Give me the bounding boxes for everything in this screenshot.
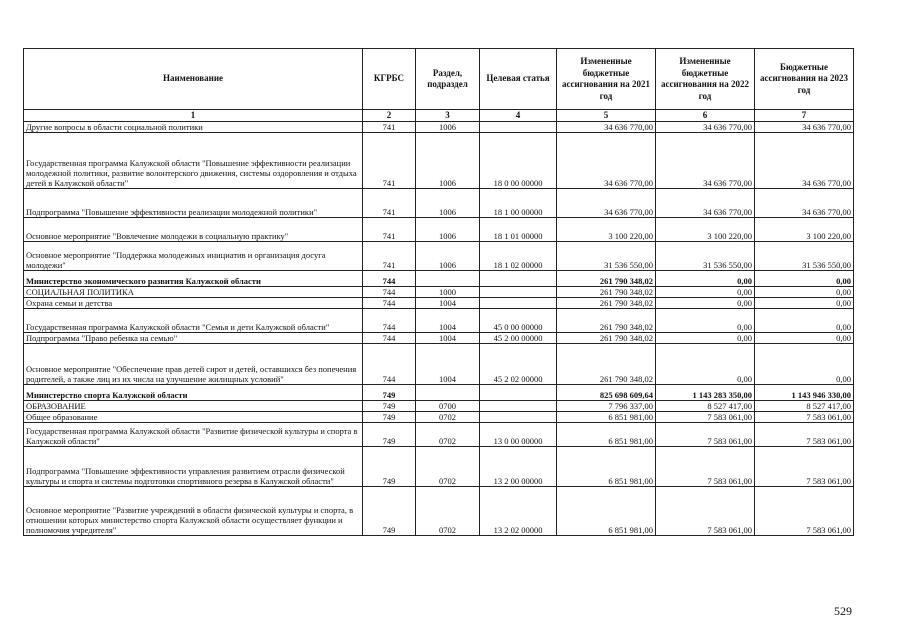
row-kgrbs: 741	[363, 218, 416, 242]
row-2022: 0,00	[656, 298, 755, 309]
row-2021: 261 790 348,02	[557, 298, 656, 309]
row-section	[416, 385, 480, 401]
row-2021: 6 851 981,00	[557, 487, 656, 536]
row-name: Основное мероприятие "Вовлечение молодежи в социальную практику"	[24, 218, 363, 242]
row-2023: 7 583 061,00	[755, 447, 854, 487]
row-target	[480, 385, 557, 401]
row-section: 1006	[416, 133, 480, 189]
header-row	[24, 49, 854, 110]
row-name: Основное мероприятие "Развитие учреждений в области физической культуры и спорта, в отношении которых министерство спорта Калужской области осуществляет функции и полномочия учредителя"	[24, 487, 363, 536]
column-number: 4	[480, 110, 557, 122]
row-2022: 0,00	[656, 309, 755, 333]
row-2022: 1 143 283 350,00	[656, 385, 755, 401]
row-2023: 7 583 061,00	[755, 412, 854, 423]
row-2023: 34 636 770,00	[755, 122, 854, 133]
row-target: 13 2 02 00000	[480, 487, 557, 536]
header-2021: Измененные бюджетные ассигнования на 2021 год	[557, 49, 656, 110]
table-row	[24, 447, 854, 487]
row-target	[480, 401, 557, 412]
table-row	[24, 412, 854, 423]
row-2023: 0,00	[755, 271, 854, 287]
column-number: 3	[416, 110, 480, 122]
row-2021: 31 536 550,00	[557, 242, 656, 271]
row-kgrbs: 749	[363, 487, 416, 536]
row-target	[480, 287, 557, 298]
row-2021: 261 790 348,02	[557, 309, 656, 333]
header-section: Раздел, подраздел	[416, 49, 480, 110]
row-2022: 0,00	[656, 344, 755, 385]
row-2021: 6 851 981,00	[557, 447, 656, 487]
column-number-row	[24, 110, 854, 122]
table-body	[24, 122, 854, 536]
row-2021: 261 790 348,02	[557, 333, 656, 344]
table-header	[24, 49, 854, 122]
row-2022: 0,00	[656, 271, 755, 287]
row-target: 18 1 00 00000	[480, 189, 557, 218]
row-section: 0700	[416, 401, 480, 412]
row-target: 45 2 00 00000	[480, 333, 557, 344]
row-2021: 6 851 981,00	[557, 423, 656, 447]
row-2021: 34 636 770,00	[557, 189, 656, 218]
row-kgrbs: 744	[363, 271, 416, 287]
row-2021: 6 851 981,00	[557, 412, 656, 423]
row-section: 0702	[416, 412, 480, 423]
row-2021: 3 100 220,00	[557, 218, 656, 242]
row-kgrbs: 749	[363, 412, 416, 423]
header-2022: Измененные бюджетные ассигнования на 2022 год	[656, 49, 755, 110]
table-row	[24, 298, 854, 309]
row-section: 1004	[416, 333, 480, 344]
budget-table	[23, 48, 854, 536]
row-name: Подпрограмма "Повышение эффективности управления развитием отрасли физической культуры и спорта и системы подготовки спортивного резерва в Калужской области"	[24, 447, 363, 487]
row-kgrbs: 744	[363, 287, 416, 298]
row-2022: 7 583 061,00	[656, 423, 755, 447]
row-target	[480, 122, 557, 133]
row-name: ОБРАЗОВАНИЕ	[24, 401, 363, 412]
row-kgrbs: 744	[363, 298, 416, 309]
row-kgrbs: 741	[363, 189, 416, 218]
row-section: 1006	[416, 122, 480, 133]
row-2022: 3 100 220,00	[656, 218, 755, 242]
table-row	[24, 271, 854, 287]
row-section: 1000	[416, 287, 480, 298]
table-row	[24, 385, 854, 401]
row-target	[480, 298, 557, 309]
table-row	[24, 218, 854, 242]
row-2023: 0,00	[755, 333, 854, 344]
row-kgrbs: 741	[363, 242, 416, 271]
table-row	[24, 344, 854, 385]
table-row	[24, 423, 854, 447]
row-name: Министерство спорта Калужской области	[24, 385, 363, 401]
table-row	[24, 333, 854, 344]
row-kgrbs: 744	[363, 333, 416, 344]
row-kgrbs: 744	[363, 309, 416, 333]
row-2023: 31 536 550,00	[755, 242, 854, 271]
row-kgrbs: 749	[363, 423, 416, 447]
row-2021: 7 796 337,00	[557, 401, 656, 412]
row-name: Министерство экономического развития Калужской области	[24, 271, 363, 287]
row-2022: 34 636 770,00	[656, 133, 755, 189]
row-2023: 0,00	[755, 344, 854, 385]
row-2022: 31 536 550,00	[656, 242, 755, 271]
row-section: 0702	[416, 447, 480, 487]
row-2022: 7 583 061,00	[656, 447, 755, 487]
table-row	[24, 487, 854, 536]
row-2022: 34 636 770,00	[656, 189, 755, 218]
row-target: 18 1 02 00000	[480, 242, 557, 271]
row-2022: 34 636 770,00	[656, 122, 755, 133]
row-section: 1006	[416, 189, 480, 218]
row-2022: 0,00	[656, 333, 755, 344]
row-name: Основное мероприятие "Обеспечение прав детей сирот и детей, оставшихся без попечения родителей, а также лиц из их числа на улучшение жилищных условий"	[24, 344, 363, 385]
page-number: 529	[834, 604, 852, 618]
row-name: Подпрограмма "Повышение эффективности реализации молодежной политики"	[24, 189, 363, 218]
table-row	[24, 242, 854, 271]
row-section: 1004	[416, 344, 480, 385]
row-2021: 261 790 348,02	[557, 287, 656, 298]
column-number: 6	[656, 110, 755, 122]
row-name: СОЦИАЛЬНАЯ ПОЛИТИКА	[24, 287, 363, 298]
row-name: Государственная программа Калужской области "Повышение эффективности реализации молодежной политики, развитие волонтерского движения, системы оздоровления и отдыха детей в Калужской области"	[24, 133, 363, 189]
row-2023: 1 143 946 330,00	[755, 385, 854, 401]
row-2021: 825 698 609,64	[557, 385, 656, 401]
row-2023: 0,00	[755, 298, 854, 309]
table-row	[24, 189, 854, 218]
row-2023: 3 100 220,00	[755, 218, 854, 242]
header-2023: Бюджетные ассигнования на 2023 год	[755, 49, 854, 110]
row-name: Государственная программа Калужской области "Семья и дети Калужской области"	[24, 309, 363, 333]
row-target	[480, 412, 557, 423]
row-2021: 34 636 770,00	[557, 122, 656, 133]
row-name: Охрана семьи и детства	[24, 298, 363, 309]
header-target: Целевая статья	[480, 49, 557, 110]
row-target: 45 2 02 00000	[480, 344, 557, 385]
row-target: 13 2 00 00000	[480, 447, 557, 487]
row-2022: 8 527 417,00	[656, 401, 755, 412]
row-kgrbs: 741	[363, 133, 416, 189]
column-number: 5	[557, 110, 656, 122]
row-2023: 8 527 417,00	[755, 401, 854, 412]
row-2023: 34 636 770,00	[755, 133, 854, 189]
row-target: 13 0 00 00000	[480, 423, 557, 447]
row-name: Подпрограмма "Право ребенка на семью"	[24, 333, 363, 344]
row-target	[480, 271, 557, 287]
row-name: Государственная программа Калужской области "Развитие физической культуры и спорта в Калужской области"	[24, 423, 363, 447]
row-section: 0702	[416, 423, 480, 447]
row-2023: 0,00	[755, 309, 854, 333]
table-row	[24, 287, 854, 298]
column-number: 1	[24, 110, 363, 122]
table-row	[24, 309, 854, 333]
column-number: 7	[755, 110, 854, 122]
row-kgrbs: 744	[363, 344, 416, 385]
row-section: 1004	[416, 309, 480, 333]
table-row	[24, 401, 854, 412]
row-target: 18 1 01 00000	[480, 218, 557, 242]
table-row	[24, 133, 854, 189]
table-row	[24, 122, 854, 133]
row-section: 1004	[416, 298, 480, 309]
header-name: Наименование	[24, 49, 363, 110]
row-kgrbs: 749	[363, 385, 416, 401]
row-section: 1006	[416, 218, 480, 242]
row-section	[416, 271, 480, 287]
row-section: 1006	[416, 242, 480, 271]
row-name: Общее образование	[24, 412, 363, 423]
row-2022: 7 583 061,00	[656, 487, 755, 536]
column-number: 2	[363, 110, 416, 122]
row-kgrbs: 749	[363, 447, 416, 487]
row-target: 45 0 00 00000	[480, 309, 557, 333]
row-2021: 34 636 770,00	[557, 133, 656, 189]
row-2023: 34 636 770,00	[755, 189, 854, 218]
row-2022: 7 583 061,00	[656, 412, 755, 423]
row-kgrbs: 741	[363, 122, 416, 133]
row-section: 0702	[416, 487, 480, 536]
row-name: Основное мероприятие "Поддержка молодежных инициатив и организация досуга молодежи"	[24, 242, 363, 271]
row-name: Другие вопросы в области социальной политики	[24, 122, 363, 133]
row-2023: 0,00	[755, 287, 854, 298]
row-2023: 7 583 061,00	[755, 487, 854, 536]
row-2021: 261 790 348,02	[557, 271, 656, 287]
header-kgrbs: КГРБС	[363, 49, 416, 110]
row-2022: 0,00	[656, 287, 755, 298]
row-kgrbs: 749	[363, 401, 416, 412]
row-2023: 7 583 061,00	[755, 423, 854, 447]
row-target: 18 0 00 00000	[480, 133, 557, 189]
row-2021: 261 790 348,02	[557, 344, 656, 385]
